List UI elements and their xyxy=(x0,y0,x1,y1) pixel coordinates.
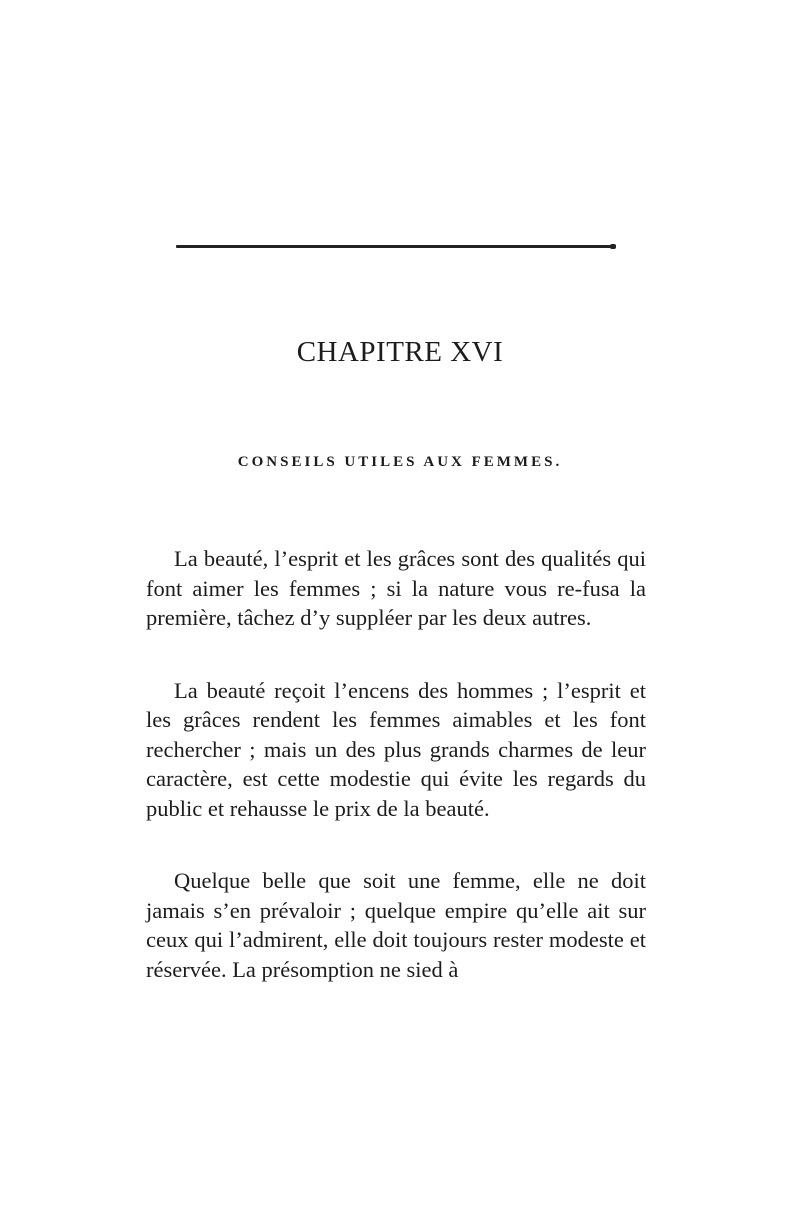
paragraph: La beauté, l’esprit et les grâces sont des qualités qui font aimer les femmes ; si la nature vous re-fusa la première, tâchez d’y suppléer par les deux autres. xyxy=(146,546,646,630)
body-text xyxy=(146,544,646,984)
chapter-subtitle: CONSEILS UTILES AUX FEMMES. xyxy=(237,454,563,470)
paragraph: La beauté reçoit l’encens des hommes ; l’esprit et les grâces rendent les femmes aimables et les font rechercher ; mais un des plus grands charmes de leur caractère, est cette modestie qui évite les regards du public et rehausse le prix de la beauté. xyxy=(146,677,646,821)
top-rule xyxy=(176,245,612,248)
chapter-title: CHAPITRE XVI xyxy=(296,336,504,368)
paragraph: Quelque belle que soit une femme, elle ne doit jamais s’en prévaloir ; quelque empire qu’elle ait sur ceux qui l’admirent, elle doit toujours rester modeste et réservée. La présomption ne sied à xyxy=(146,868,646,982)
